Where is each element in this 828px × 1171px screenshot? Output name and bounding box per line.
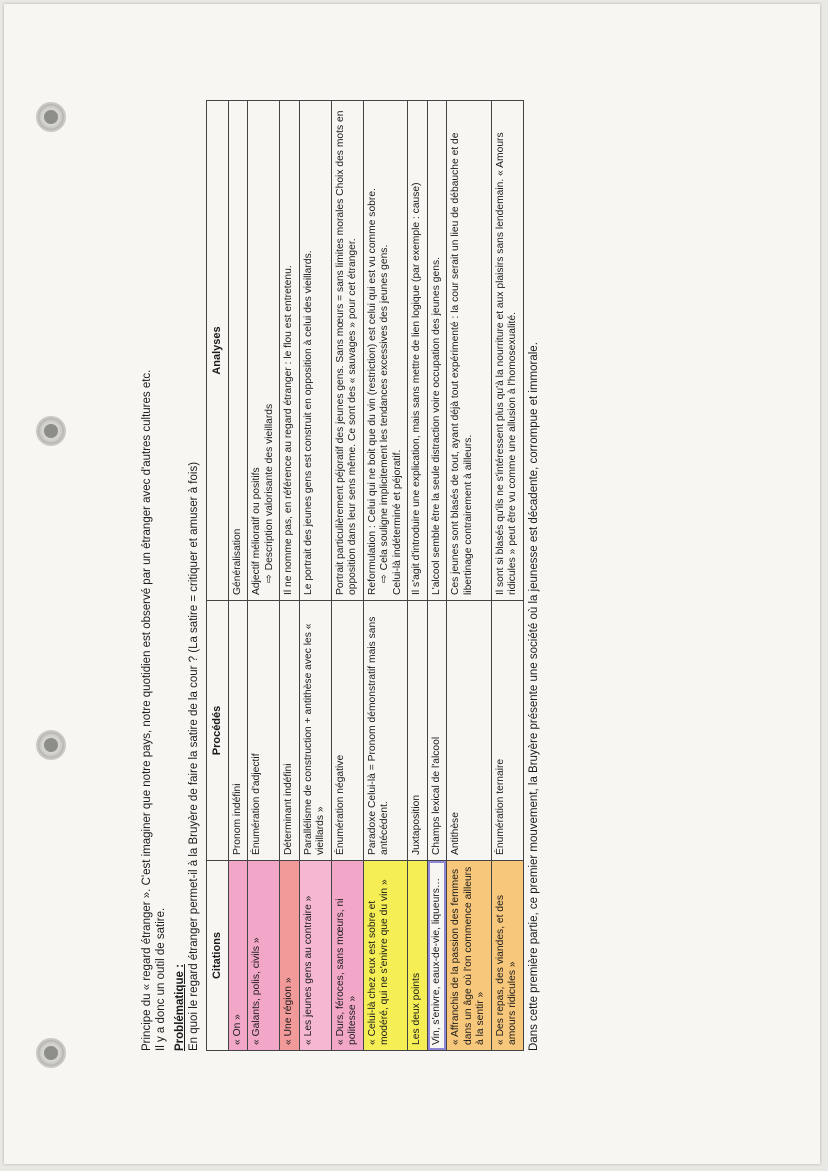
problematique-label: Problématique : bbox=[174, 964, 186, 1051]
analyse-after-text: Celui-là indéterminé et péjoratif. bbox=[391, 449, 403, 595]
intro-line-2: Il y a donc un outil de satire. bbox=[155, 907, 167, 1051]
analyse-cell: Portrait particulièrement péjoratif des jeunes gens. Sans mœurs = sans limites morales Choix des mots en opposition dans leur sens même. Ce sont des « sauvages » pour cet étranger. bbox=[331, 101, 363, 601]
document-content bbox=[140, 101, 540, 1051]
conclusion-text: Dans cette première partie, ce premier mouvement, la Bruyère présente une société où la jeunesse est décadente, corrompue et immorale. bbox=[527, 342, 540, 1051]
analyse-cell: L'alcool semble être la seule distraction voire occupation des jeunes gens. bbox=[427, 101, 447, 601]
table-row bbox=[408, 101, 428, 1051]
procede-cell: Énumération d'adjectif bbox=[248, 601, 280, 861]
table-header-row bbox=[207, 101, 229, 1051]
citation-cell: « Une région » bbox=[280, 861, 300, 1051]
table-row bbox=[331, 101, 363, 1051]
table-row bbox=[228, 101, 248, 1051]
procede-cell: Énumération négative bbox=[331, 601, 363, 861]
procede-cell: Parallélisme de construction + antithèse avec les « vieillards » bbox=[299, 601, 331, 861]
citation-cell: « Les jeunes gens au contraire » bbox=[299, 861, 331, 1051]
table-row bbox=[447, 101, 492, 1051]
analyse-text: Reformulation : Celui qui ne boit que du vin (restriction) est celui qui est vu comme sobre. bbox=[366, 188, 378, 595]
analysis-table bbox=[206, 100, 524, 1051]
header-procedes: Procédés bbox=[207, 601, 229, 861]
intro-line-1: Principe du « regard étranger ». C'est imaginer que notre pays, notre quotidien est observé par un étranger avec d'autres cultures etc. bbox=[141, 369, 153, 1051]
header-analyses: Analyses bbox=[207, 101, 229, 601]
procede-cell: Paradoxe Celui-là = Pronom démonstratif mais sans antécédent. bbox=[363, 601, 408, 861]
analyse-cell: Il ne nomme pas, en référence au regard étranger : le flou est entretenu. bbox=[280, 101, 300, 601]
table-row bbox=[491, 101, 523, 1051]
analyse-cell: Le portrait des jeunes gens est construit en opposition à celui des vieillards. bbox=[299, 101, 331, 601]
procede-cell: Juxtaposition bbox=[408, 601, 428, 861]
arrow-right-icon: ⇨ bbox=[379, 574, 390, 583]
analyse-cell: Ces jeunes sont blasés de tout, ayant déjà tout expérimenté : la cour serait un lieu de débauche et de libertinage contrairement à ailleurs. bbox=[447, 101, 492, 601]
table-row bbox=[248, 101, 280, 1051]
citation-cell: « Galants, polis, civils » bbox=[248, 861, 280, 1051]
analyse-cell: Généralisation bbox=[228, 101, 248, 601]
arrow-right-icon: ⇨ bbox=[263, 574, 275, 583]
analyse-text: Adjectif mélioratif ou positifs bbox=[251, 467, 262, 595]
citation-cell: « Des repas, des viandes, et des amours ridicules » bbox=[491, 861, 523, 1051]
table-row bbox=[363, 101, 408, 1051]
analyse-arrow-line bbox=[264, 106, 277, 595]
analyse-cell bbox=[248, 101, 280, 601]
citation-cell: Vin, s'enivre, eaux-de-vie, liqueurs… bbox=[427, 861, 447, 1051]
citation-cell: « On » bbox=[228, 861, 248, 1051]
procede-cell: Pronom indéfini bbox=[228, 601, 248, 861]
citation-cell: « Affranchis de la passion des femmes dans un âge où l'on commence ailleurs à la sentir » bbox=[447, 861, 492, 1051]
analyse-arrow-line bbox=[379, 106, 392, 595]
analyse-cell bbox=[363, 101, 408, 601]
problematique-question: En quoi le regard étranger permet-il à la Bruyère de faire la satire de la cour ? (La satire = critiquer et amuser à fois) bbox=[188, 461, 200, 1051]
analyse-arrow-text: Description valorisante des vieillards bbox=[263, 403, 275, 571]
analyse-cell: Il s'agit d'introduire une explication, mais sans mettre de lien logique (par exemple : cause) bbox=[408, 101, 428, 601]
table-row bbox=[427, 101, 447, 1051]
procede-cell: Champs lexical de l'alcool bbox=[427, 601, 447, 861]
citation-cell: « Celui-là chez eux est sobre et modéré, qui ne s'enivre que du vin » bbox=[363, 861, 408, 1051]
header-citations: Citations bbox=[207, 861, 229, 1051]
citation-cell: Les deux points bbox=[408, 861, 428, 1051]
procede-cell: Antithèse bbox=[447, 601, 492, 861]
table-row bbox=[299, 101, 331, 1051]
table-row bbox=[280, 101, 300, 1051]
citation-cell: « Durs, féroces, sans mœurs, ni politesse » bbox=[331, 861, 363, 1051]
analyse-cell: Il sont si blasés qu'ils ne s'intéressent plus qu'à la nourriture et aux plaisirs sans lendemain. « Amours ridicules » peut être vu comme une allusion à l'homosexualité. bbox=[491, 101, 523, 601]
procede-cell: Énumération ternaire bbox=[491, 601, 523, 861]
analyse-arrow-text: Cela souligne implicitement les tendances excessives des jeunes gens. bbox=[379, 244, 390, 571]
procede-cell: Déterminant indéfini bbox=[280, 601, 300, 861]
